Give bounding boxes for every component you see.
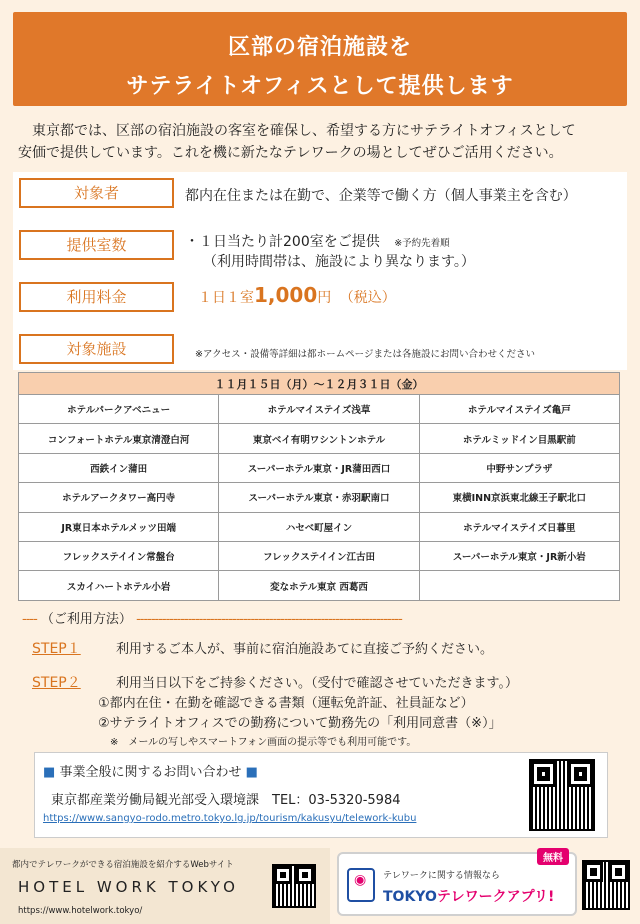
hotel-table: [18, 372, 620, 601]
table-row: [19, 395, 620, 424]
step1-label: STEP１: [32, 641, 81, 657]
hotel-cell: 中野サンプラザ: [419, 453, 619, 482]
rooms-note: ※予約先着順: [394, 238, 450, 249]
telework-app-banner[interactable]: [337, 852, 577, 916]
table-row: [19, 453, 620, 482]
app-name: [383, 886, 554, 906]
page-header: [13, 12, 627, 106]
hotel-cell: ホテルミッドイン目黒駅前: [419, 424, 619, 453]
dash-divider: ----: [22, 612, 37, 627]
intro-line1: 東京都では、区部の宿泊施設の客室を確保し、希望する方にサテライトオフィスとして: [18, 123, 576, 139]
hotel-cell: 東京ベイ有明ワシントンホテル: [219, 424, 419, 453]
free-badge: 無料: [537, 848, 569, 865]
qr-code-icon: [272, 864, 316, 908]
rooms-count: ・１日当たり計200室をご提供: [185, 234, 380, 250]
step1: [32, 638, 493, 658]
hotel-cell: 東横INN京浜東北線王子駅北口: [419, 483, 619, 512]
step2-text: 利用当日以下をご持参ください。（受付で確認させていただきます。）: [116, 676, 518, 691]
fee-suffix: （税込）: [339, 290, 396, 306]
hotel-cell: スカイハートホテル小岩: [19, 571, 219, 600]
contact-title: [43, 761, 258, 780]
step2-note: ※ メールの写しやスマートフォン画面の提示等でも利用可能です。: [110, 737, 417, 748]
hotel-cell: 変なホテル東京 西葛西: [219, 571, 419, 600]
hotel-cell: ホテルマイステイズ亀戸: [419, 395, 619, 424]
step2-item1: ①都内在住・在勤を確認できる書類（運転免許証、社員証など）: [98, 696, 474, 711]
step2-item2: ②サテライトオフィスでの勤務について勤務先の「利用同意書（※）」: [98, 716, 502, 731]
app-tagline: テレワークに関する情報なら: [383, 871, 500, 881]
wifi-app-icon: [347, 868, 375, 902]
table-row: [19, 512, 620, 541]
banner-brand: HOTEL WORK TOKYO: [18, 878, 239, 896]
step1-text: 利用するご本人が、事前に宿泊施設あてに直接ご予約ください。: [116, 642, 494, 657]
table-row: [19, 424, 620, 453]
fee-label: 利用料金: [19, 282, 174, 312]
qr-code-icon: [529, 759, 595, 831]
dash-divider: ------------------------------------------------------------------------: [136, 612, 402, 627]
hotel-cell: [419, 571, 619, 600]
fee-unit: 円: [317, 290, 332, 306]
hotel-cell: JR東日本ホテルメッツ田端: [19, 512, 219, 541]
app-name-tokyo: TOKYO: [383, 889, 437, 905]
table-row: [19, 483, 620, 512]
table-row: [19, 541, 620, 570]
rooms-sub: （利用時間帯は、施設により異なります。）: [203, 254, 475, 270]
table-row: [19, 571, 620, 600]
hotel-cell: ハセベ町屋イン: [219, 512, 419, 541]
hotel-cell: コンフォートホテル東京清澄白河: [19, 424, 219, 453]
hotel-cell: フレックステイイン江古田: [219, 541, 419, 570]
usage-heading: [22, 608, 632, 627]
hotel-cell: ホテルマイステイズ日暮里: [419, 512, 619, 541]
hotel-cell: フレックステイイン常盤台: [19, 541, 219, 570]
intro-line2: 安価で提供しています。これを機に新たなテレワークの場としてぜひご活用ください。: [18, 145, 563, 161]
banner-description: 都内でテレワークができる宿泊施設を紹介するWebサイト: [12, 860, 234, 870]
header-title-line2: サテライトオフィスとして提供します: [126, 74, 514, 99]
usage-title: （ご利用方法）: [40, 612, 132, 627]
fee-prefix: １日１室: [198, 290, 254, 306]
contact-box: [34, 752, 608, 838]
target-value: 都内在住または在勤で、企業等で働く方（個人事業主を含む）: [185, 188, 577, 204]
contact-url-link[interactable]: https://www.sangyo-rodo.metro.tokyo.lg.jp/tourism/kakusyu/telework-kubu: [43, 813, 417, 824]
header-title-line1: 区部の宿泊施設を: [227, 35, 412, 60]
target-label: 対象者: [19, 178, 174, 208]
rooms-value: [185, 231, 450, 251]
info-panel: [13, 172, 627, 370]
fee-value: [198, 283, 396, 307]
hotel-cell: スーパーホテル東京・赤羽駅南口: [219, 483, 419, 512]
app-name-text: テレワークアプリ!: [436, 889, 555, 905]
facility-note: ※アクセス・設備等詳細は都ホームページまたは各施設にお問い合わせください: [195, 349, 535, 360]
hotel-cell: スーパーホテル東京・JR新小岩: [419, 541, 619, 570]
contact-title-text: 事業全般に関するお問い合わせ: [59, 765, 242, 780]
square-bullet-icon: ■: [43, 765, 56, 780]
step2-label: STEP２: [32, 675, 81, 691]
square-bullet-icon: ■: [245, 765, 258, 780]
hotel-cell: ホテルパークアベニュー: [19, 395, 219, 424]
hotel-work-tokyo-banner[interactable]: [0, 848, 330, 924]
hotel-cell: ホテルアークタワー高円寺: [19, 483, 219, 512]
hotel-cell: スーパーホテル東京・JR蒲田西口: [219, 453, 419, 482]
rooms-label: 提供室数: [19, 230, 174, 260]
facility-label: 対象施設: [19, 334, 174, 364]
intro-text: [18, 120, 622, 164]
banner-url[interactable]: https://www.hotelwork.tokyo/: [18, 906, 143, 916]
contact-org: 東京都産業労働局観光部受入環境課 TEL：03-5320-5984: [51, 793, 401, 808]
period-header: １１月１５日（月）～１２月３１日（金）: [19, 373, 620, 395]
fee-amount: 1,000: [254, 283, 318, 307]
hotel-cell: ホテルマイステイズ浅草: [219, 395, 419, 424]
qr-code-icon: [582, 860, 630, 910]
step2: [32, 672, 518, 692]
hotel-cell: 西鉄イン蒲田: [19, 453, 219, 482]
